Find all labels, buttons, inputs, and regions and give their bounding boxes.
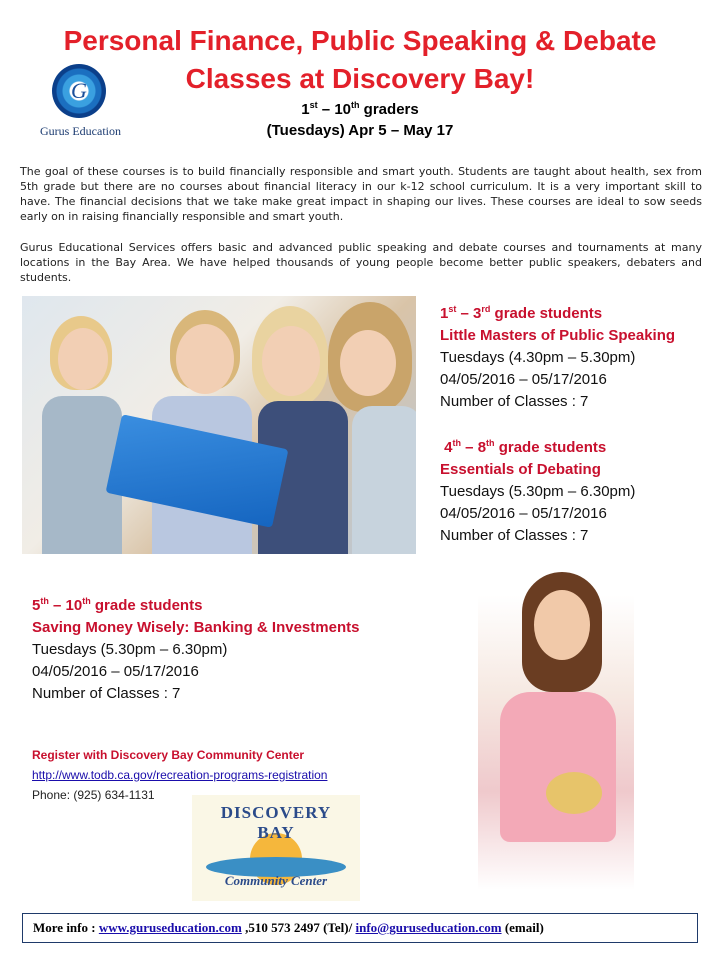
- course-1-time: Tuesdays (4.30pm – 5.30pm): [440, 349, 636, 366]
- page-title-line2: Classes at Discovery Bay!: [185, 63, 535, 94]
- course-block-1: [440, 298, 675, 413]
- piggy-bank-icon: [546, 772, 602, 814]
- footer-info-bar: [22, 913, 698, 943]
- course-3-count: Number of Classes : 7: [32, 685, 181, 702]
- kid-face-4: [340, 330, 396, 396]
- website-link[interactable]: www.guruseducation.com: [98, 920, 242, 935]
- grades-subtitle: 1st – 10th graders: [301, 100, 419, 118]
- course-1-count: Number of Classes : 7: [440, 393, 589, 410]
- page-title-line1: Personal Finance, Public Speaking & Debate: [63, 25, 657, 56]
- kid-face-1: [58, 328, 108, 390]
- course-2-grade: 4th – 8th grade students: [444, 438, 607, 456]
- kid-face-3: [262, 326, 320, 396]
- course-2-dates: 04/05/2016 – 05/17/2016: [440, 505, 607, 522]
- db-logo-line2: Community Center: [224, 873, 328, 888]
- kid-shirt-4: [352, 406, 416, 554]
- course-1-name: Little Masters of Public Speaking: [440, 327, 676, 344]
- register-heading: Register with Discovery Bay Community Center: [32, 748, 305, 762]
- registration-link[interactable]: http://www.todb.ca.gov/recreation-programs-registration: [32, 768, 328, 782]
- course-2-name: Essentials of Debating: [440, 461, 601, 478]
- girl-piggy-bank-photo: [478, 562, 634, 890]
- phone-number: Phone: (925) 634-1131: [32, 788, 155, 802]
- course-3-name: Saving Money Wisely: Banking & Investments: [32, 619, 360, 636]
- logo-letter: G: [71, 78, 87, 103]
- course-3-grade: 5th – 10th grade students: [32, 596, 203, 614]
- email-link[interactable]: info@guruseducation.com: [355, 920, 502, 935]
- discovery-bay-logo: [192, 795, 360, 901]
- course-2-time: Tuesdays (5.30pm – 6.30pm): [440, 483, 636, 500]
- girl-top: [500, 692, 616, 842]
- course-block-3: [32, 590, 359, 705]
- girl-face: [534, 590, 590, 660]
- course-2-count: Number of Classes : 7: [440, 527, 589, 544]
- footer-label: More info :: [33, 920, 99, 935]
- kid-face-2: [176, 324, 234, 394]
- course-3-time: Tuesdays (5.30pm – 6.30pm): [32, 641, 228, 658]
- footer-email-suffix: (email): [501, 920, 544, 935]
- intro-paragraph-1: The goal of these courses is to build financially responsible and smart youth. Students are taught about health, sex from 5th grade but there are no courses about financial literacy in our k-12 school curriculum. It is a very important skill to have. The financial decisions that we take make great impact in shaping our lives. These courses are ideal to sow seeds early on in raising financially responsible and smart youth.: [20, 165, 702, 223]
- footer-tel: ,510 573 2497 (Tel)/: [241, 920, 356, 935]
- course-1-grade: 1st – 3rd grade students: [440, 304, 603, 322]
- db-logo-line1: DISCOVERY BAY: [220, 803, 332, 842]
- logo-text: Gurus Education: [40, 124, 121, 138]
- course-3-dates: 04/05/2016 – 05/17/2016: [32, 663, 199, 680]
- students-reading-photo: [22, 296, 416, 554]
- intro-paragraph-2: Gurus Educational Services offers basic and advanced public speaking and debate courses and tournaments at many locations in the Bay Area. We have helped thousands of young people become better public speakers, debaters and students.: [20, 241, 702, 284]
- course-block-2: [440, 432, 635, 547]
- dates-subtitle: (Tuesdays) Apr 5 – May 17: [266, 122, 454, 139]
- course-1-dates: 04/05/2016 – 05/17/2016: [440, 371, 607, 388]
